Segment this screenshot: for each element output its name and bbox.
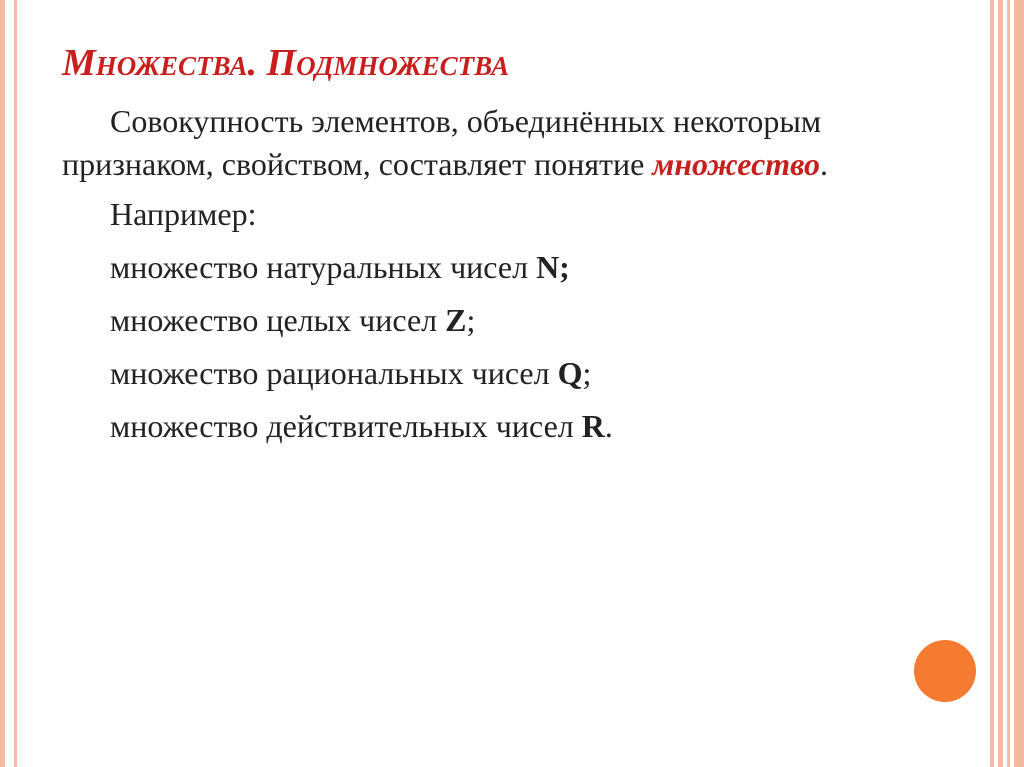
definition-term: множество xyxy=(652,146,821,182)
set-symbol: Z xyxy=(445,302,467,338)
set-item-integer xyxy=(62,299,862,342)
right-border-stripe xyxy=(1014,0,1024,767)
set-symbol: N; xyxy=(536,249,570,285)
set-item-text: множество натуральных чисел xyxy=(110,249,537,285)
decorative-circle xyxy=(914,640,976,702)
right-border-stripe xyxy=(1007,0,1010,767)
definition-text: Совокупность элементов, объединённых некоторым признаком, свойством, составляет понятие xyxy=(62,103,822,182)
right-border-stripe xyxy=(990,0,994,767)
left-border-inner xyxy=(14,0,17,767)
set-symbol: Q xyxy=(557,355,583,391)
definition-end: . xyxy=(820,146,829,182)
slide-title: Множества. Подмножества xyxy=(62,42,510,84)
left-border-outer xyxy=(0,0,5,767)
set-suffix: . xyxy=(604,408,613,444)
set-item-text: множество рациональных чисел xyxy=(110,355,558,391)
set-item-text: множество действительных чисел xyxy=(110,408,582,444)
definition-paragraph xyxy=(62,100,862,186)
set-suffix: ; xyxy=(582,355,592,391)
slide-body xyxy=(62,100,862,448)
set-item-text: множество целых чисел xyxy=(110,302,446,338)
set-item-rational xyxy=(62,352,862,395)
right-border-stripe xyxy=(998,0,1003,767)
set-item-natural xyxy=(62,246,862,289)
set-symbol: R xyxy=(581,408,605,444)
example-label: Например: xyxy=(110,196,257,232)
set-item-real xyxy=(62,405,862,448)
set-suffix: ; xyxy=(466,302,476,338)
